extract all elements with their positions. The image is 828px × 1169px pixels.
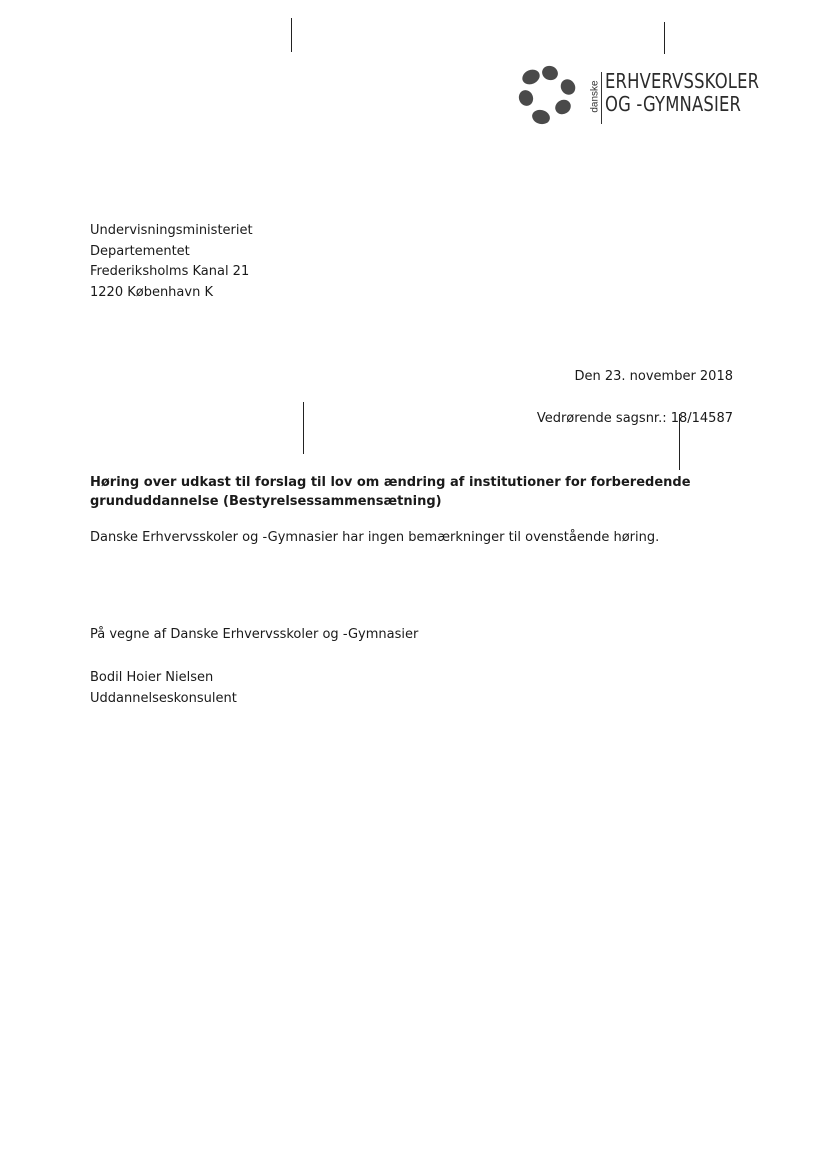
logo-small-word: danske <box>589 79 601 113</box>
scan-mark <box>303 402 304 454</box>
letter-subject: Høring over udkast til forslag til lov om ændring af institutioner for forberedende grunduddannelse (Bestyrelsessammensætning) <box>90 475 691 509</box>
organization-logo <box>517 64 760 126</box>
address-line: 1220 København K <box>90 284 213 300</box>
logo-line1: ERHVERVSSKOLER <box>605 69 760 93</box>
signature-block <box>90 668 237 709</box>
letter-date: Den 23. november 2018 <box>574 369 733 384</box>
letter-body: Danske Erhvervsskoler og -Gymnasier har ingen bemærkninger til ovenstående høring. <box>90 530 660 545</box>
flower-logo-icon <box>517 64 583 126</box>
address-line: Departementet <box>90 243 190 259</box>
scan-mark <box>664 22 665 54</box>
logo-divider <box>601 72 602 124</box>
logo-line2: OG -GYMNASIER <box>605 92 742 116</box>
scan-mark <box>291 18 292 52</box>
logo-wordmark <box>605 70 759 116</box>
case-reference: Vedrørende sagsnr.: 18/14587 <box>536 411 733 426</box>
signer-title: Uddannelseskonsulent <box>90 690 237 706</box>
address-line: Undervisningsministeriet <box>90 223 253 238</box>
signer-name: Bodil Hoier Nielsen <box>90 670 214 685</box>
closing-line: På vegne af Danske Erhvervsskoler og -Gymnasier <box>90 627 419 642</box>
address-line: Frederiksholms Kanal 21 <box>90 264 250 279</box>
recipient-address <box>90 221 253 303</box>
